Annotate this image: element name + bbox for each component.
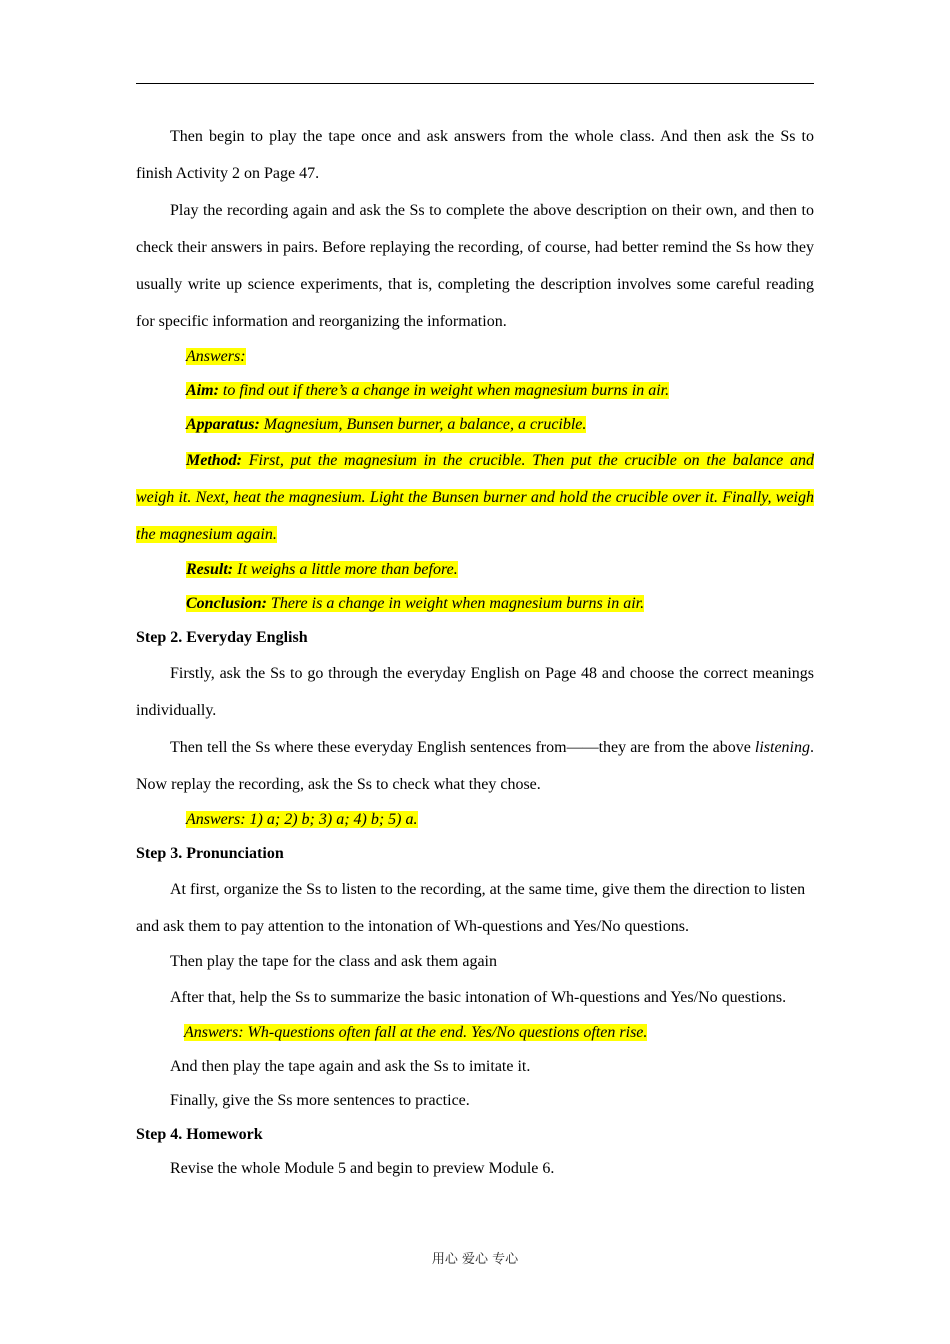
aim-highlight (186, 382, 669, 399)
result-highlight (186, 561, 458, 578)
header-rule (136, 83, 814, 84)
answers-label-line (136, 340, 814, 374)
conclusion-line (136, 587, 814, 621)
step1-paragraph-1: Then begin to play the tape once and ask answers from the whole class. And then ask the Ss to finish Activity 2 on Page 47. (136, 128, 814, 182)
conclusion-highlight (186, 595, 644, 612)
step2-paragraph-1: Firstly, ask the Ss to go through the everyday English on Page 48 and choose the correct meanings individually. (136, 665, 814, 719)
step3-paragraph-5: Finally, give the Ss more sentences to practice. (170, 1092, 470, 1109)
step1-paragraph-2: Play the recording again and ask the Ss to complete the above description on their own, and then to check their answers in pairs. Before replaying the recording, of course, had better remind the Ss how they usually write up science experiments, that is, completing the description involves some careful reading for specific information and reorganizing the information. (136, 202, 814, 330)
aim-text: to find out if there’s a change in weight when magnesium burns in air. (218, 382, 670, 399)
conclusion-label: Conclusion: (186, 595, 267, 612)
step4-paragraph-1: Revise the whole Module 5 and begin to preview Module 6. (170, 1160, 555, 1177)
document-body (136, 118, 814, 1186)
answers-label: Answers: (186, 348, 246, 365)
step3-paragraph-2: Then play the tape for the class and ask them again (170, 953, 497, 970)
step3-heading: Step 3. Pronunciation (136, 845, 284, 862)
aim-label: Aim: (186, 382, 219, 399)
result-text: It weighs a little more than before. (233, 561, 458, 578)
method-paragraph (136, 442, 814, 553)
step4-heading: Step 4. Homework (136, 1126, 263, 1143)
step3-answers: Answers: Wh-questions often fall at the end. Yes/No questions often rise. (184, 1024, 648, 1041)
result-label: Result: (186, 561, 234, 578)
result-line (136, 553, 814, 587)
step3-paragraph-4: And then play the tape again and ask the Ss to imitate it. (170, 1058, 531, 1075)
apparatus-line (136, 408, 814, 442)
method-text: First, put the magnesium in the crucible. Then put the crucible on the balance and weigh it. Next, heat the magnesium. Light the Bunsen burner and hold the crucible over it. Finally, weigh the magnesium again. (136, 452, 814, 543)
aim-line (136, 374, 814, 408)
step2-p2-before: Then tell the Ss where these everyday English sentences from——they are from the above (170, 739, 755, 756)
step3-paragraph-3: After that, help the Ss to summarize the basic intonation of Wh-questions and Yes/No questions. (170, 989, 787, 1006)
apparatus-highlight (186, 416, 586, 433)
step2-answers: Answers: 1) a; 2) b; 3) a; 4) b; 5) a. (186, 811, 418, 828)
apparatus-label: Apparatus: (186, 416, 260, 433)
apparatus-text: Magnesium, Bunsen burner, a balance, a crucible. (259, 416, 587, 433)
step2-heading: Step 2. Everyday English (136, 629, 308, 646)
method-label: Method: (186, 452, 242, 469)
step2-paragraph-2 (136, 729, 814, 803)
method-highlight (136, 452, 814, 543)
page-footer: 用心 爱心 专心 (431, 1252, 519, 1267)
step2-p2-italic: listening (754, 739, 810, 756)
step2-p2-after: . Now replay the recording, ask the Ss to check what they chose. (136, 739, 814, 793)
step3-answers-line (136, 1016, 814, 1050)
conclusion-text: There is a change in weight when magnesium burns in air. (266, 595, 645, 612)
step3-paragraph-1: At first, organize the Ss to listen to the recording, at the same time, give them the direction to listen and ask them to pay attention to the intonation of Wh-questions and Yes/No questions. (136, 881, 806, 935)
step2-answers-line (136, 803, 814, 837)
